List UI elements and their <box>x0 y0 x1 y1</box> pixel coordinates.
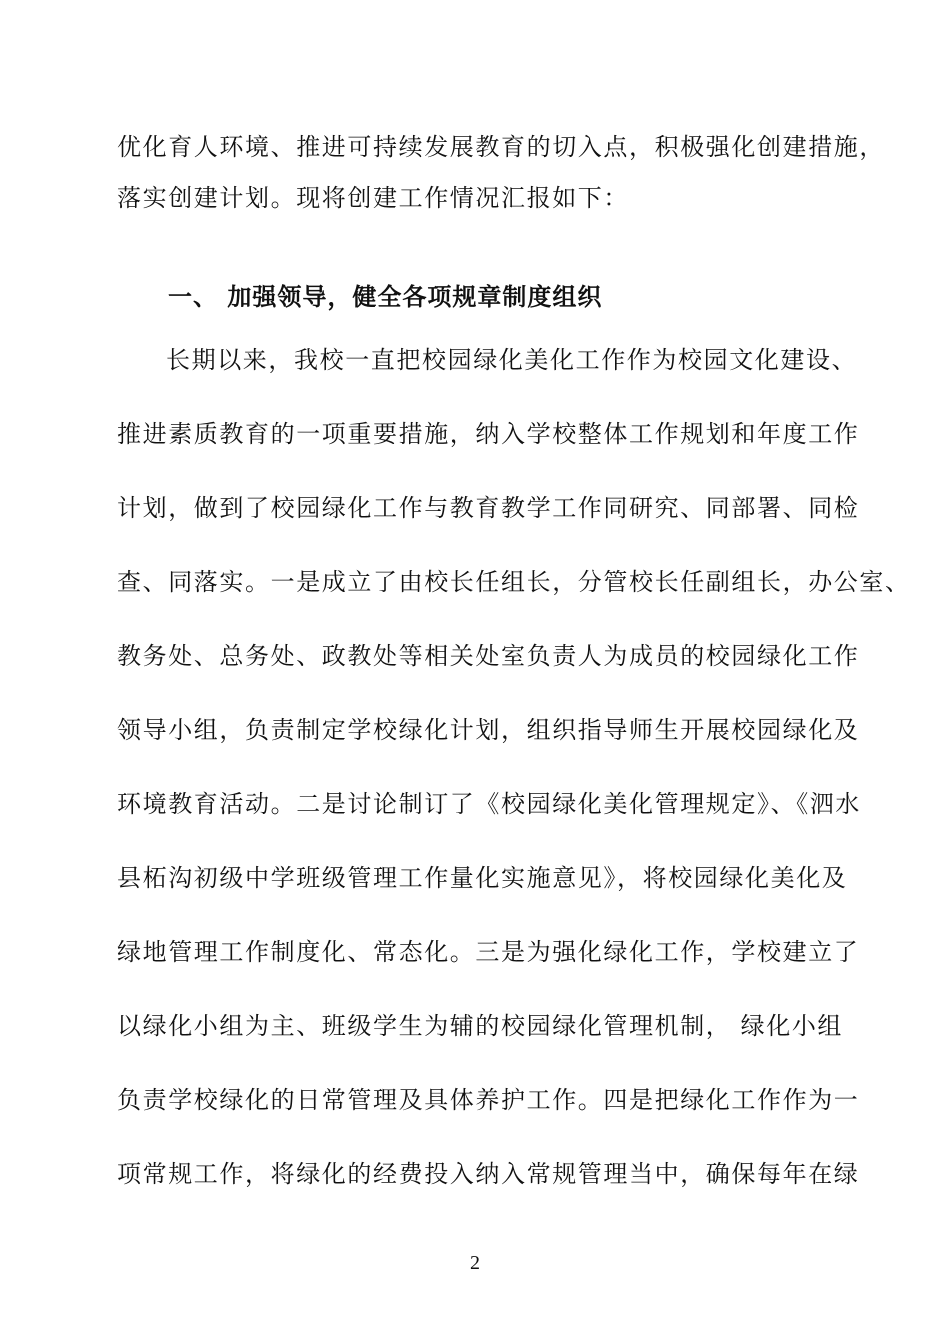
paragraph-line-1: 长期以来，我校一直把校园绿化美化工作作为校园文化建设、 <box>166 346 858 374</box>
paragraph-line-3: 计划，做到了校园绿化工作与教育教学工作同研究、同部署、同检 <box>117 494 860 522</box>
paragraph-line-2: 推进素质教育的一项重要措施，纳入学校整体工作规划和年度工作 <box>117 420 860 448</box>
section-heading: 一、 加强领导，健全各项规章制度组织 <box>168 282 603 311</box>
paragraph-line-9: 绿地管理工作制度化、常态化。三是为强化绿化工作，学校建立了 <box>117 938 860 966</box>
paragraph-line-7: 环境教育活动。二是讨论制订了《校园绿化美化管理规定》、《泗水 <box>117 790 861 818</box>
paragraph-line-12: 项常规工作，将绿化的经费投入纳入常规管理当中，确保每年在绿 <box>117 1160 860 1188</box>
page-number: 2 <box>470 1252 480 1274</box>
intro-line-2: 落实创建计划。现将创建工作情况汇报如下： <box>117 184 629 212</box>
paragraph-line-6: 领导小组，负责制定学校绿化计划，组织指导师生开展校园绿化及 <box>117 716 860 744</box>
paragraph-line-4: 查、同落实。一是成立了由校长任组长，分管校长任副组长，办公室、 <box>117 568 911 596</box>
paragraph-line-11: 负责学校绿化的日常管理及具体养护工作。四是把绿化工作作为一 <box>117 1086 860 1114</box>
paragraph-line-8: 县柘沟初级中学班级管理工作量化实施意见》，将校园绿化美化及 <box>117 864 848 892</box>
paragraph-line-10: 以绿化小组为主、班级学生为辅的校园绿化管理机制， 绿化小组 <box>117 1012 844 1040</box>
intro-line-1: 优化育人环境、推进可持续发展教育的切入点，积极强化创建措施， <box>117 133 885 161</box>
paragraph-line-5: 教务处、总务处、政教处等相关处室负责人为成员的校园绿化工作 <box>117 642 860 670</box>
